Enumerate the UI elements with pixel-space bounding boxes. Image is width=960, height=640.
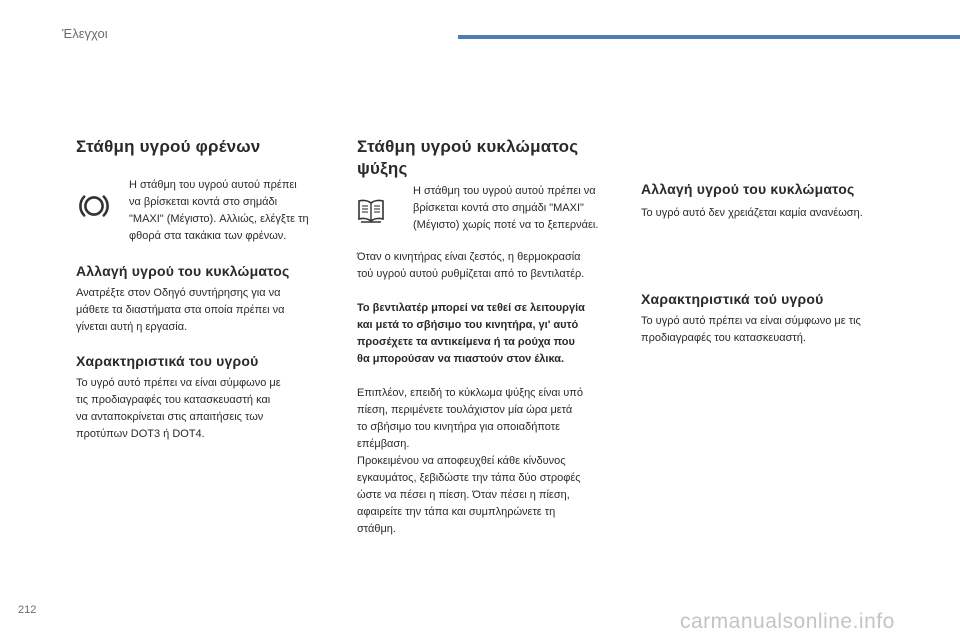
manual-icon — [357, 197, 385, 225]
coolant-column — [357, 136, 625, 538]
text-line: Το υγρό αυτό πρέπει να είναι σύμφωνο με τις — [641, 315, 861, 327]
brake-intro-line: "MAXI" (Μέγιστο). Αλλιώς, ελέγξτε τη — [129, 213, 309, 225]
text-line: το σβήσιμο του κινητήρα για οποιαδήποτε — [357, 421, 560, 433]
text-line: τού υγρού αυτού ρυθμίζεται από το βεντιλατέρ. — [357, 268, 585, 280]
warning-line: θα μπορούσαν να πιαστούν στον έλικα. — [357, 353, 565, 365]
text-line: πίεση, περιμένετε τουλάχιστον μία ώρα μετά — [357, 404, 573, 416]
coolant-title-line: ψύξης — [357, 159, 408, 178]
text-line: Επιπλέον, επειδή το κύκλωμα ψύξης είναι υπό — [357, 387, 583, 399]
text-line: ώστε να πέσει η πίεση. Όταν πέσει η πίεση, — [357, 489, 570, 501]
brake-spec-text — [76, 375, 338, 443]
brake-intro-line: Η στάθμη του υγρού αυτού πρέπει — [129, 179, 297, 191]
text-line: επέμβαση. — [357, 438, 410, 450]
header-bar — [458, 35, 960, 39]
brake-intro-line: να βρίσκεται κοντά στο σημάδι — [129, 196, 278, 208]
brake-warning-icon — [76, 191, 112, 221]
text-line: να ανταποκρίνεται στις απαιτήσεις των — [76, 411, 264, 423]
text-line: Το υγρό αυτό πρέπει να είναι σύμφωνο με — [76, 377, 281, 389]
text-line: γίνεται αυτή η εργασία. — [76, 321, 188, 333]
text-line: προτύπων DOT3 ή DOT4. — [76, 428, 205, 440]
coolant-pressure-paragraph — [357, 385, 625, 538]
section-title: Έλεγχοι — [62, 26, 108, 41]
coolant-details-column — [641, 180, 909, 347]
coolant-intro-line: Η στάθμη του υγρού αυτού πρέπει να — [413, 185, 596, 197]
coolant-change-text: Το υγρό αυτό δεν χρειάζεται καμία ανανέωση. — [641, 207, 863, 219]
coolant-title — [357, 136, 625, 180]
brake-fluid-column — [76, 136, 338, 443]
warning-line: Το βεντιλατέρ μπορεί να τεθεί σε λειτουργία — [357, 302, 585, 314]
text-line: Ανατρέξτε στον Οδηγό συντήρησης για να — [76, 287, 281, 299]
coolant-change-title: Αλλαγή υγρού του κυκλώματος — [641, 181, 855, 197]
brake-fluid-title: Στάθμη υγρού φρένων — [76, 137, 261, 156]
text-line: Προκειμένου να αποφευχθεί κάθε κίνδυνος — [357, 455, 566, 467]
brake-spec-title: Χαρακτηριστικά του υγρού — [76, 353, 259, 369]
brake-change-text — [76, 285, 338, 336]
coolant-intro — [357, 183, 625, 234]
warning-line: και μετά το σβήσιμο του κινητήρα, γι' αυτό — [357, 319, 579, 331]
text-line: τις προδιαγραφές του κατασκευαστή και — [76, 394, 271, 406]
coolant-fan-paragraph — [357, 249, 625, 283]
text-line: στάθμη. — [357, 523, 396, 535]
text-line: Όταν ο κινητήρας είναι ζεστός, η θερμοκρασία — [357, 251, 581, 263]
coolant-title-line: Στάθμη υγρού κυκλώματος — [357, 137, 579, 156]
text-line: εγκαυμάτος, ξεβιδώστε την τάπα δύο στροφές — [357, 472, 581, 484]
text-line: προδιαγραφές του κατασκευαστή. — [641, 332, 806, 344]
text-line: αφαιρείτε την τάπα και συμπληρώνετε τη — [357, 506, 556, 518]
coolant-spec-title: Χαρακτηριστικά τού υγρού — [641, 291, 824, 307]
coolant-intro-line: βρίσκεται κοντά στο σημάδι "MAXI" — [413, 202, 584, 214]
text-line: μάθετε τα διαστήματα στα οποία πρέπει να — [76, 304, 285, 316]
watermark: carmanualsonline.info — [680, 610, 895, 633]
page-number: 212 — [18, 604, 37, 616]
coolant-spec-text — [641, 313, 909, 347]
brake-change-title: Αλλαγή υγρού του κυκλώματος — [76, 263, 290, 279]
brake-intro-line: φθορά στα τακάκια των φρένων. — [129, 230, 287, 242]
warning-line: προσέχετε τα αντικείμενα ή τα ρούχα που — [357, 336, 575, 348]
coolant-intro-line: (Μέγιστο) χωρίς ποτέ να το ξεπερνάει. — [413, 219, 599, 231]
brake-fluid-intro — [76, 177, 338, 245]
coolant-warning — [357, 300, 625, 368]
